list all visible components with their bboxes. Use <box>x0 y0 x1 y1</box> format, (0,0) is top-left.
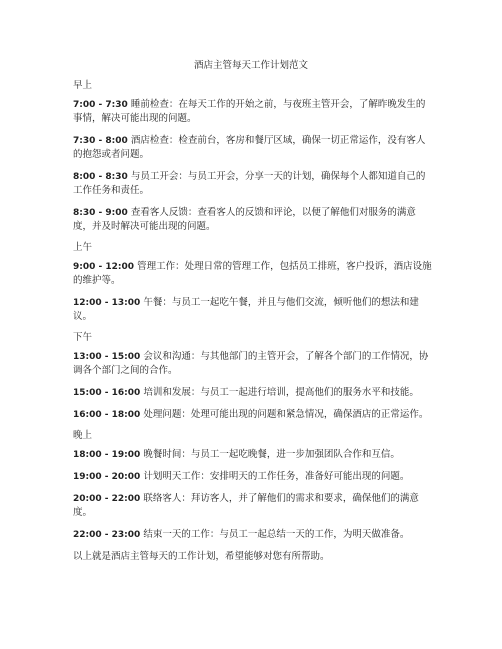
document-body <box>73 80 433 574</box>
schedule-item <box>73 296 433 324</box>
schedule-text: 结束一天的工作：与员工一起总结一天的工作，为明天做准备。 <box>143 529 410 540</box>
schedule-time: 7:00 - 7:30 <box>73 100 128 110</box>
schedule-text: 查看客人反馈：查看客人的反馈和评论，以便了解他们对服务的满意度，并及时解决可能出现的问题。 <box>73 207 416 232</box>
closing-paragraph: 以上就是酒店主管每天的工作计划，希望能够对您有所帮助。 <box>73 551 330 562</box>
schedule-item <box>73 170 433 198</box>
section-label: 上午 <box>73 242 93 253</box>
schedule-item <box>73 134 433 162</box>
schedule-item <box>73 206 433 234</box>
schedule-text: 处理问题：处理可能出现的问题和紧急情况，确保酒店的正常运作。 <box>143 409 429 420</box>
section-forenoon <box>73 242 433 324</box>
schedule-time: 19:00 - 20:00 <box>73 472 141 482</box>
schedule-item <box>73 260 433 288</box>
schedule-item <box>73 448 433 462</box>
schedule-text: 培训和发展：与员工一起进行培训，提高他们的服务水平和技能。 <box>143 387 419 398</box>
schedule-item <box>73 470 433 484</box>
schedule-item <box>73 98 433 126</box>
schedule-time: 16:00 - 18:00 <box>73 410 141 420</box>
section-morning <box>73 80 433 234</box>
schedule-item <box>73 386 433 400</box>
schedule-time: 12:00 - 13:00 <box>73 298 141 308</box>
schedule-text: 与员工开会：与员工开会，分享一天的计划，确保每个人都知道自己的工作任务和责任。 <box>73 171 426 196</box>
schedule-item <box>73 528 433 542</box>
schedule-time: 15:00 - 16:00 <box>73 388 141 398</box>
section-label: 晚上 <box>73 430 93 441</box>
schedule-text: 会议和沟通：与其他部门的主管开会，了解各个部门的工作情况，协调各个部门之间的合作。 <box>73 351 429 376</box>
schedule-text: 联络客人：拜访客人，并了解他们的需求和要求，确保他们的满意度。 <box>73 493 419 518</box>
schedule-text: 计划明天工作：安排明天的工作任务，准备好可能出现的问题。 <box>143 471 410 482</box>
schedule-item <box>73 350 433 378</box>
schedule-text: 睡前检查：在每天工作的开始之前，与夜班主管开会，了解昨晚发生的事情，解决可能出现的问题。 <box>73 99 426 124</box>
schedule-time: 13:00 - 15:00 <box>73 352 141 362</box>
schedule-item <box>73 492 433 520</box>
schedule-time: 18:00 - 19:00 <box>73 450 141 460</box>
schedule-time: 20:00 - 22:00 <box>73 494 141 504</box>
schedule-item <box>73 408 433 422</box>
schedule-time: 8:30 - 9:00 <box>73 208 128 218</box>
schedule-text: 午餐：与员工一起吃午餐，并且与他们交流，倾听他们的想法和建议。 <box>73 297 419 322</box>
section-label: 早上 <box>73 80 93 91</box>
section-afternoon <box>73 332 433 422</box>
schedule-time: 7:30 - 8:00 <box>73 136 128 146</box>
schedule-text: 晚餐时间：与员工一起吃晚餐，进一步加强团队合作和互信。 <box>143 449 400 460</box>
schedule-time: 9:00 - 12:00 <box>73 262 135 272</box>
schedule-time: 22:00 - 23:00 <box>73 530 141 540</box>
schedule-text: 管理工作：处理日常的管理工作，包括员工排班，客户投诉，酒店设施的维护等。 <box>73 261 432 286</box>
section-label: 下午 <box>73 332 93 343</box>
schedule-text: 酒店检查：检查前台，客房和餐厅区域，确保一切正常运作，没有客人的抱怨或者问题。 <box>73 135 426 160</box>
schedule-time: 8:00 - 8:30 <box>73 172 128 182</box>
section-evening <box>73 430 433 542</box>
document-title: 酒店主管每天工作计划范文 <box>193 60 308 71</box>
